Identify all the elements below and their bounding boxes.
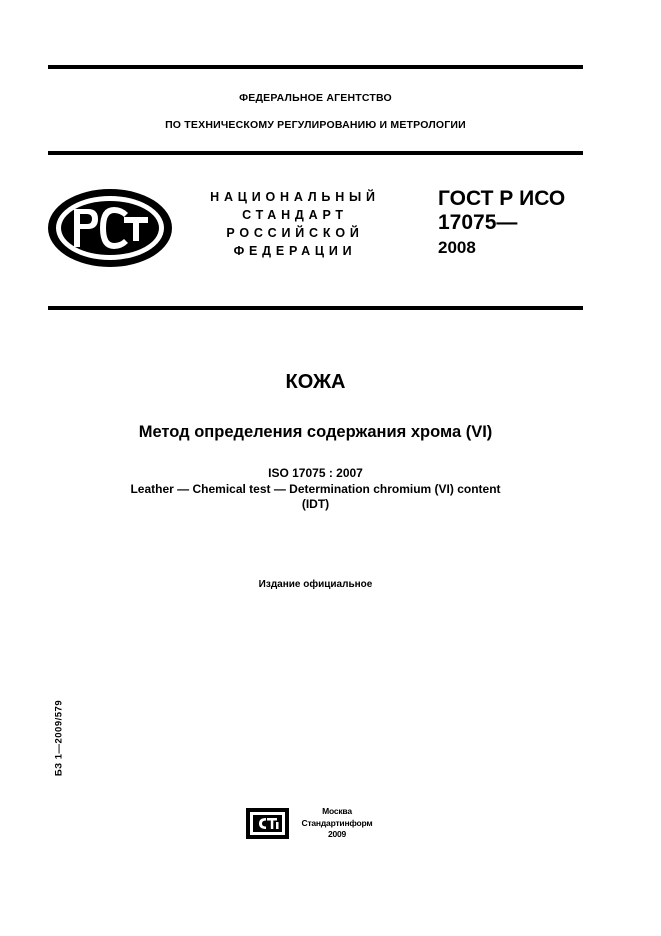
publisher-info	[291, 806, 383, 841]
rst-logo-icon	[46, 187, 174, 269]
section-divider	[48, 306, 583, 310]
idt-marker: (IDT)	[301, 497, 330, 511]
side-registration-note: БЗ 1—2009/579	[53, 699, 65, 777]
standartinform-logo-icon	[246, 808, 289, 839]
national-standard-label	[190, 188, 400, 260]
top-rule	[48, 65, 583, 69]
official-edition: Издание официальное	[258, 579, 373, 590]
designation-line-2: 17075—	[438, 211, 518, 234]
publisher-year: 2009	[327, 829, 347, 839]
designation-line-1: ГОСТ Р ИСО	[438, 187, 566, 210]
national-standard-line-3: РОССИЙСКОЙ	[226, 226, 364, 240]
publisher-city: Москва	[322, 806, 352, 816]
agency-line-1: ФЕДЕРАЛЬНОЕ АГЕНТСТВО	[239, 92, 392, 104]
iso-reference-block	[48, 466, 583, 513]
standard-designation	[438, 187, 565, 261]
national-standard-line-4: ФЕДЕРАЦИИ	[233, 244, 357, 258]
document-subtitle: Метод определения содержания хрома (VI)	[138, 423, 493, 441]
english-title: Leather — Chemical test — Determination chromium (VI) content	[130, 481, 501, 496]
national-standard-line-2: СТАНДАРТ	[242, 208, 348, 222]
document-title: КОЖА	[285, 371, 346, 393]
designation-year: 2008	[438, 238, 476, 257]
national-standard-line-1: НАЦИОНАЛЬНЫЙ	[210, 190, 380, 204]
agency-line-2: ПО ТЕХНИЧЕСКОМУ РЕГУЛИРОВАНИЮ И МЕТРОЛОГИИ	[165, 119, 466, 131]
header-divider	[48, 151, 583, 155]
publisher-name: Стандартинформ	[301, 817, 373, 828]
iso-reference: ISO 17075 : 2007	[268, 466, 363, 480]
